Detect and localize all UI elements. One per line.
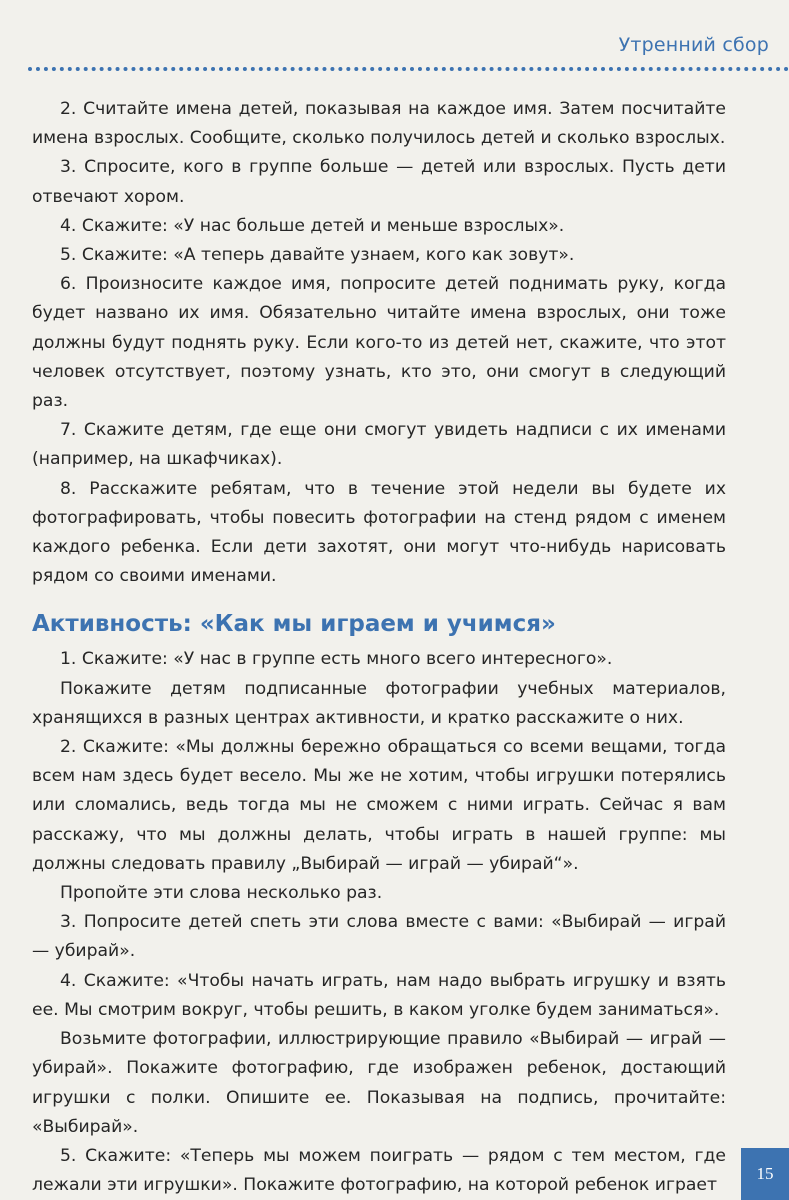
page-number: 15 [741,1148,789,1200]
paragraph: 2. Скажите: «Мы должны бережно обращаться со всеми вещами, тогда всем нам здесь будет весело. Мы же не хотим, чтобы игрушки потерялись или сломались, ведь тогда мы не сможем с ними играть. Сейчас я вам расскажу, что мы должны делать, чтобы играть в нашей группе: мы должны следовать правилу „Выбирай — играй — убирай“». [32,737,726,874]
list-item: 7. Скажите детям, где еще они смогут увидеть надписи с их именами (например, на шкафчиках). [32,420,726,470]
page-body [32,95,726,1200]
paragraph: Покажите детям подписанные фотографии учебных материалов, хранящихся в разных центрах активности, и кратко расскажите о них. [32,678,726,728]
page-header [0,0,789,80]
list-item: 4. Скажите: «У нас больше детей и меньше взрослых». [60,215,565,236]
section-title: Утренний сбор [618,34,769,56]
paragraph: Пропойте эти слова несколько раз. [60,883,383,904]
paragraph: 3. Попросите детей спеть эти слова вместе с вами: «Выбирай — играй — убирай». [32,912,726,962]
list-item: 2. Считайте имена детей, показывая на каждое имя. Затем посчитайте имена взрослых. Сообщите, сколько получилось детей и сколько взрослых. [32,99,726,149]
header-dotted-rule [28,67,789,71]
paragraph: 4. Скажите: «Чтобы начать играть, нам надо выбрать игрушку и взять ее. Мы смотрим вокруг, чтобы решить, в каком уголке будем заниматься». [32,970,726,1020]
list-item: 6. Произносите каждое имя, попросите детей поднимать руку, когда будет названо их имя. Обязательно читайте имена взрослых, они тоже должны будут поднять руку. Если кого-то из детей нет, скажите, что этот человек отсутствует, поэтому узнать, кто это, они смогут в следующий раз. [32,274,726,412]
list-item: 8. Расскажите ребятам, что в течение этой недели вы будете их фотографировать, чтобы повесить фотографии на стенд рядом с именем каждого ребенка. Если дети захотят, они могут что-нибудь нарисовать рядом со своими именами. [32,478,726,587]
paragraph: 1. Скажите: «У нас в группе есть много всего интересного». [60,649,613,670]
activity-heading: Активность: «Как мы играем и учимся» [32,611,556,638]
list-item: 5. Скажите: «А теперь давайте узнаем, кого как зовут». [60,245,575,266]
paragraph: 5. Скажите: «Теперь мы можем поиграть — рядом с тем местом, где лежали эти игрушки». Покажите фотографию, на которой ребенок играет [32,1145,726,1196]
paragraph: Возьмите фотографии, иллюстрирующие правило «Выбирай — играй — убирай». Покажите фотографию, где изображен ребенок, достающий игрушки с полки. Опишите ее. Показывая на подпись, прочитайте: «Выбирай». [32,1029,726,1137]
list-item: 3. Спросите, кого в группе больше — детей или взрослых. Пусть дети отвечают хором. [32,157,726,207]
